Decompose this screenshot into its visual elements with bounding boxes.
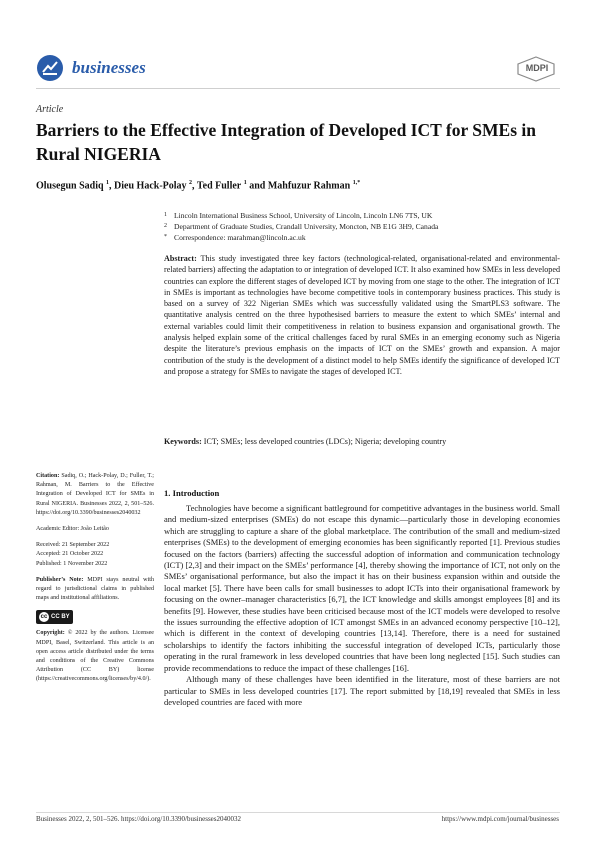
- affiliation-mark: 1: [164, 212, 167, 218]
- citation-text[interactable]: Sadiq, O.; Hack-Polay, D.; Fuller, T.; Rahman, M. Barriers to the Effective Integration of Developed ICT for SMEs in Rural NIGERIA. Businesses 2022, 2, 501–526. https://doi.org/10.3390/businesses2040032: [36, 473, 154, 516]
- body-text: [164, 503, 560, 708]
- date-received: Received: 21 September 2022: [36, 542, 110, 549]
- affiliation-item: [164, 221, 564, 232]
- publisher-note-text: MDPI stays neutral with regard to jurisdictional claims in published maps and institutional affiliations.: [36, 576, 154, 602]
- footer-citation[interactable]: Businesses 2022, 2, 501–526. https://doi.org/10.3390/businesses2040032: [36, 815, 242, 823]
- keywords-label: Keywords:: [164, 437, 202, 446]
- article-type: Article: [36, 104, 64, 115]
- abstract: [164, 253, 560, 377]
- cc-circle-icon: cc: [40, 614, 48, 621]
- correspondence-email[interactable]: Correspondence: marahman@lincoln.ac.uk: [174, 233, 306, 242]
- article-info-sidebar: [36, 472, 154, 692]
- cc-by-license-icon[interactable]: [36, 610, 73, 624]
- copyright-label: Copyright:: [36, 630, 65, 637]
- author-name[interactable]: Ted Fuller: [196, 180, 242, 192]
- publisher-note: [36, 576, 154, 604]
- journal-name[interactable]: businesses: [72, 58, 146, 77]
- journal-logo-icon: [36, 54, 64, 82]
- author-affil-mark: 2: [189, 180, 193, 186]
- copyright-text: © 2022 by the authors. Licensee MDPI, Basel, Switzerland. This article is an open access article distributed under the terms and conditions of the Creative Commons Attribution (CC BY) license (https://creativecommons.org/licenses/by/4.0/).: [36, 630, 154, 683]
- author-list: Olusegun Sadiq $^1$, Dieu Hack-Polay $^2$, Ted Fuller $^1$ and Mahfuzur Rahman $^{1,*}$: [36, 180, 361, 192]
- author-name[interactable]: Mahfuzur Rahman: [267, 180, 351, 192]
- author-name[interactable]: Olusegun Sadiq: [36, 180, 104, 192]
- section-heading: 1. Introduction: [164, 488, 220, 498]
- abstract-text: This study investigated three key factors (technological-related, organisational-related and environmental-related barriers) affecting the adaptation to or integration of developed ICT. It also examined how SMEs in less developed countries can explore the different stages of developed ICT by moving from one stage to the other. The integration of ICT in SMEs is important as technologies have become competitive tools in contemporary business practices. This study is based on a survey of 322 Nigerian SMEs which was successfully validated using the SmartPLS3 software. The quantitative analysis centred on the three hypothesised barriers to measure the extent to which SMEs’ internal and external variables could limit their competitiveness in relation to business expansion and organisational growth. The analysis helped explain some of the critical challenges faced by rural SMEs in an emerging economy such as Nigeria despite the literature’s previous emphasis on the impacts of ICT on the SMEs’ growth and expansion. A major contribution of the study is the development of a distinct model to help SMEs identify the significance of developed ICT and propose a strategy for SMEs to navigate the stages of developed ICT.: [164, 254, 560, 376]
- publisher-note-label: Publisher’s Note:: [36, 576, 84, 583]
- affiliation-item: [164, 210, 564, 221]
- affiliation-item: [164, 232, 564, 243]
- body-paragraph: Technologies have become a significant battleground for competitive advantages in the business world. Small and medium-sized enterprises (SMEs) do not escape this dynamic—particularly those in developing economies which are struggling to capture a share of the global marketplace. The contribution of the small and medium-sized enterprises (SMEs) to the development of emerging economies has been significantly reported [1]. Previous studies focused on the factors (barriers) affecting the successful adoption of information and communication technology (ICT) [2,3] and their impact on the SMEs’ performance [4], thereby showing the importance of ICT, not only on the SMEs’ organisational performance, but also the impact it has on their business expansion within and outside the local market [5]. There have been calls for small businesses to adopt ICTs into their organisational framework by focusing on the owner–manager characteristics [6,7], the ICT knowledge and skills amongst employees [8] and its benefits [9]. However, these studies have been criticised because most of the ICT models were developed to resolve the issues surrounding the effective adoption of ICT amongst SMEs in an advanced economy perspective [10–12], which is different in the context of developing countries [13,14]. Therefore, there is a need for sustained scholarships to identify the factors inhibiting the successful integration of developed ICTs, particularly those operating in the rural framework in less developed countries that have been long neglected [15]. Such studies can provide recommendations to reduce the impact of these challenges [16].: [164, 503, 560, 673]
- date-accepted: Accepted: 21 October 2022: [36, 551, 104, 558]
- author-affil-mark: 1: [243, 180, 247, 186]
- author-affil-mark: 1: [106, 180, 110, 186]
- affiliations: [164, 210, 564, 243]
- author-name[interactable]: Dieu Hack-Polay: [114, 180, 187, 192]
- date-published: Published: 1 November 2022: [36, 560, 108, 567]
- keywords: [164, 436, 560, 447]
- article-title: Barriers to the Effective Integration of Developed ICT for SMEs in Rural NIGERIA: [36, 120, 536, 164]
- footer-journal-url[interactable]: https://www.mdpi.com/journal/businesses: [441, 815, 559, 823]
- header-divider: [36, 88, 560, 89]
- copyright-block: [36, 629, 154, 684]
- publisher-label: MDPI: [525, 63, 549, 73]
- affiliation-text: Lincoln International Business School, University of Lincoln, Lincoln LN6 7TS, UK: [174, 211, 433, 220]
- footer-divider: [36, 812, 560, 813]
- citation-label: Citation:: [36, 473, 60, 479]
- abstract-label: Abstract:: [164, 254, 197, 263]
- license-badge-label: CC BY: [51, 613, 70, 620]
- academic-editor: Academic Editor: João Leitão: [36, 526, 109, 533]
- affiliation-mark: *: [164, 234, 167, 240]
- citation-block: [36, 472, 154, 518]
- body-paragraph: Although many of these challenges have been identified in the literature, most of these barriers are not particular to SMEs in less developed countries [17]. The report submitted by [18,19] revealed that SMEs in less developed countries are faced with more: [164, 674, 560, 707]
- affiliation-mark: 2: [164, 223, 167, 229]
- keywords-text: ICT; SMEs; less developed countries (LDCs); Nigeria; developing country: [203, 437, 447, 446]
- author-affil-mark: 1,*: [352, 180, 361, 186]
- affiliation-text: Department of Graduate Studies, Crandall University, Moncton, NB E1G 3H9, Canada: [174, 222, 439, 231]
